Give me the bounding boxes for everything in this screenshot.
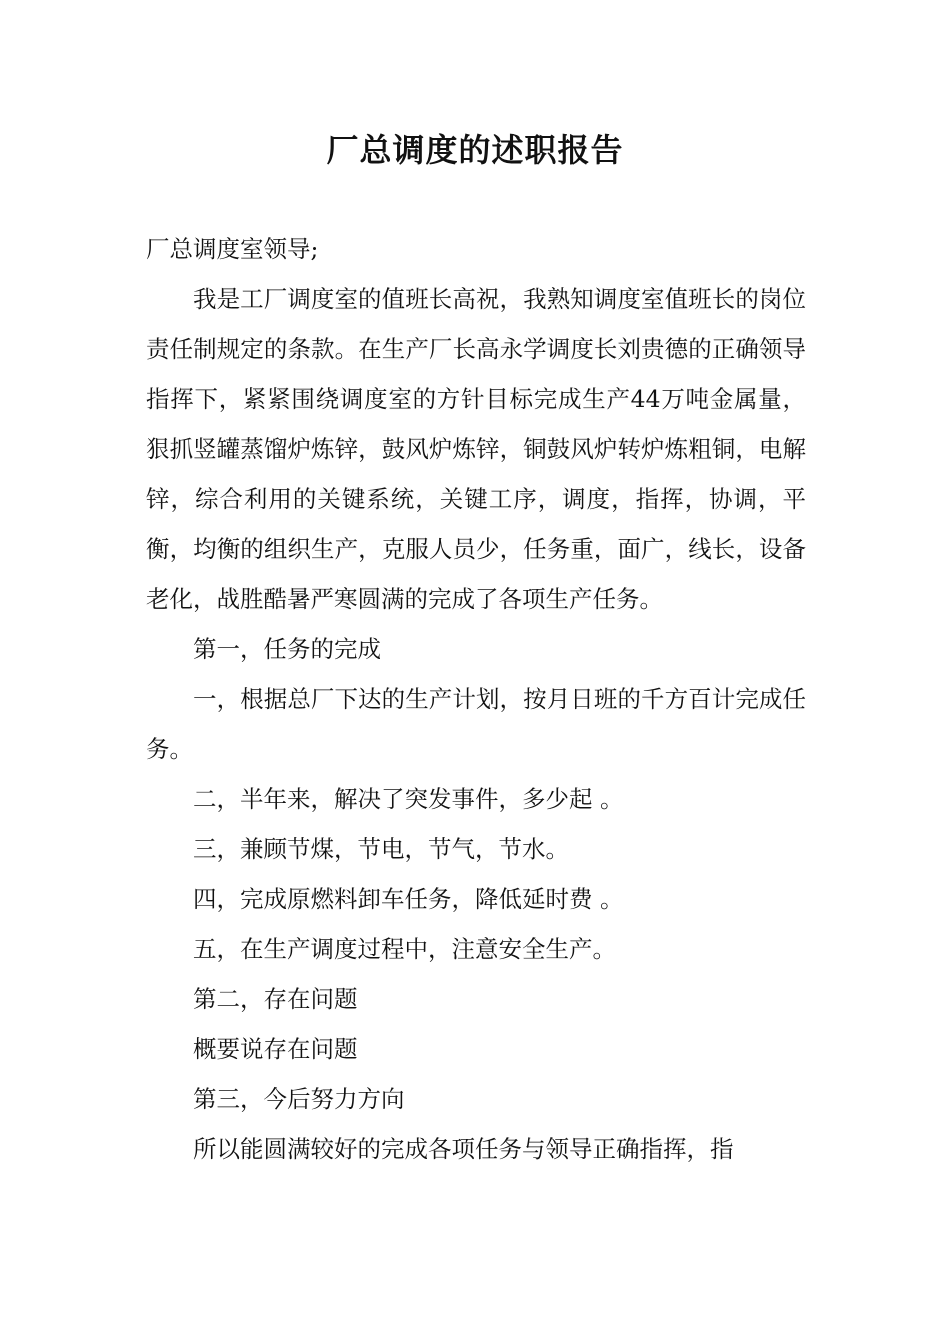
section-heading-problems: 第二，存在问题 <box>193 985 358 1013</box>
salutation: 厂总调度室领导; <box>146 235 319 263</box>
task-item-3: 三，兼顾节煤，节电，节气，节水。 <box>193 835 569 863</box>
section-heading-future: 第三，今后努力方向 <box>193 1085 405 1113</box>
task-item-4: 四，完成原燃料卸车任务，降低延时费 。 <box>193 885 624 913</box>
intro-paragraph: 我是工厂调度室的值班长高祝，我熟知调度室值班长的岗位责任制规定的条款。在生产厂长高永学调度长刘贵德的正确领导指挥下，紧紧围绕调度室的方针目标完成生产44万吨金属量，狠抓竖罐蒸馏炉炼锌，鼓风炉炼锌，铜鼓风炉转炉炼粗铜，电解锌，综合利用的关键系统，关键工序，调度，指挥，协调，平衡，均衡的组织生产，克服人员少，任务重，面广，线长，设备老化，战胜酷暑严寒圆满的完成了各项生产任务。 <box>146 285 806 613</box>
task-item-5: 五，在生产调度过程中，注意安全生产。 <box>193 935 616 963</box>
section-heading-tasks: 第一，任务的完成 <box>193 635 381 663</box>
problems-summary: 概要说存在问题 <box>193 1035 358 1063</box>
closing-paragraph: 所以能圆满较好的完成各项任务与领导正确指挥，指 <box>193 1135 734 1163</box>
document-body <box>146 224 806 1174</box>
document-title: 厂总调度的述职报告 <box>326 131 624 169</box>
task-item-1: 一，根据总厂下达的生产计划，按月日班的千方百计完成任务。 <box>146 685 806 763</box>
task-item-2: 二，半年来，解决了突发事件，多少起 。 <box>193 785 624 813</box>
